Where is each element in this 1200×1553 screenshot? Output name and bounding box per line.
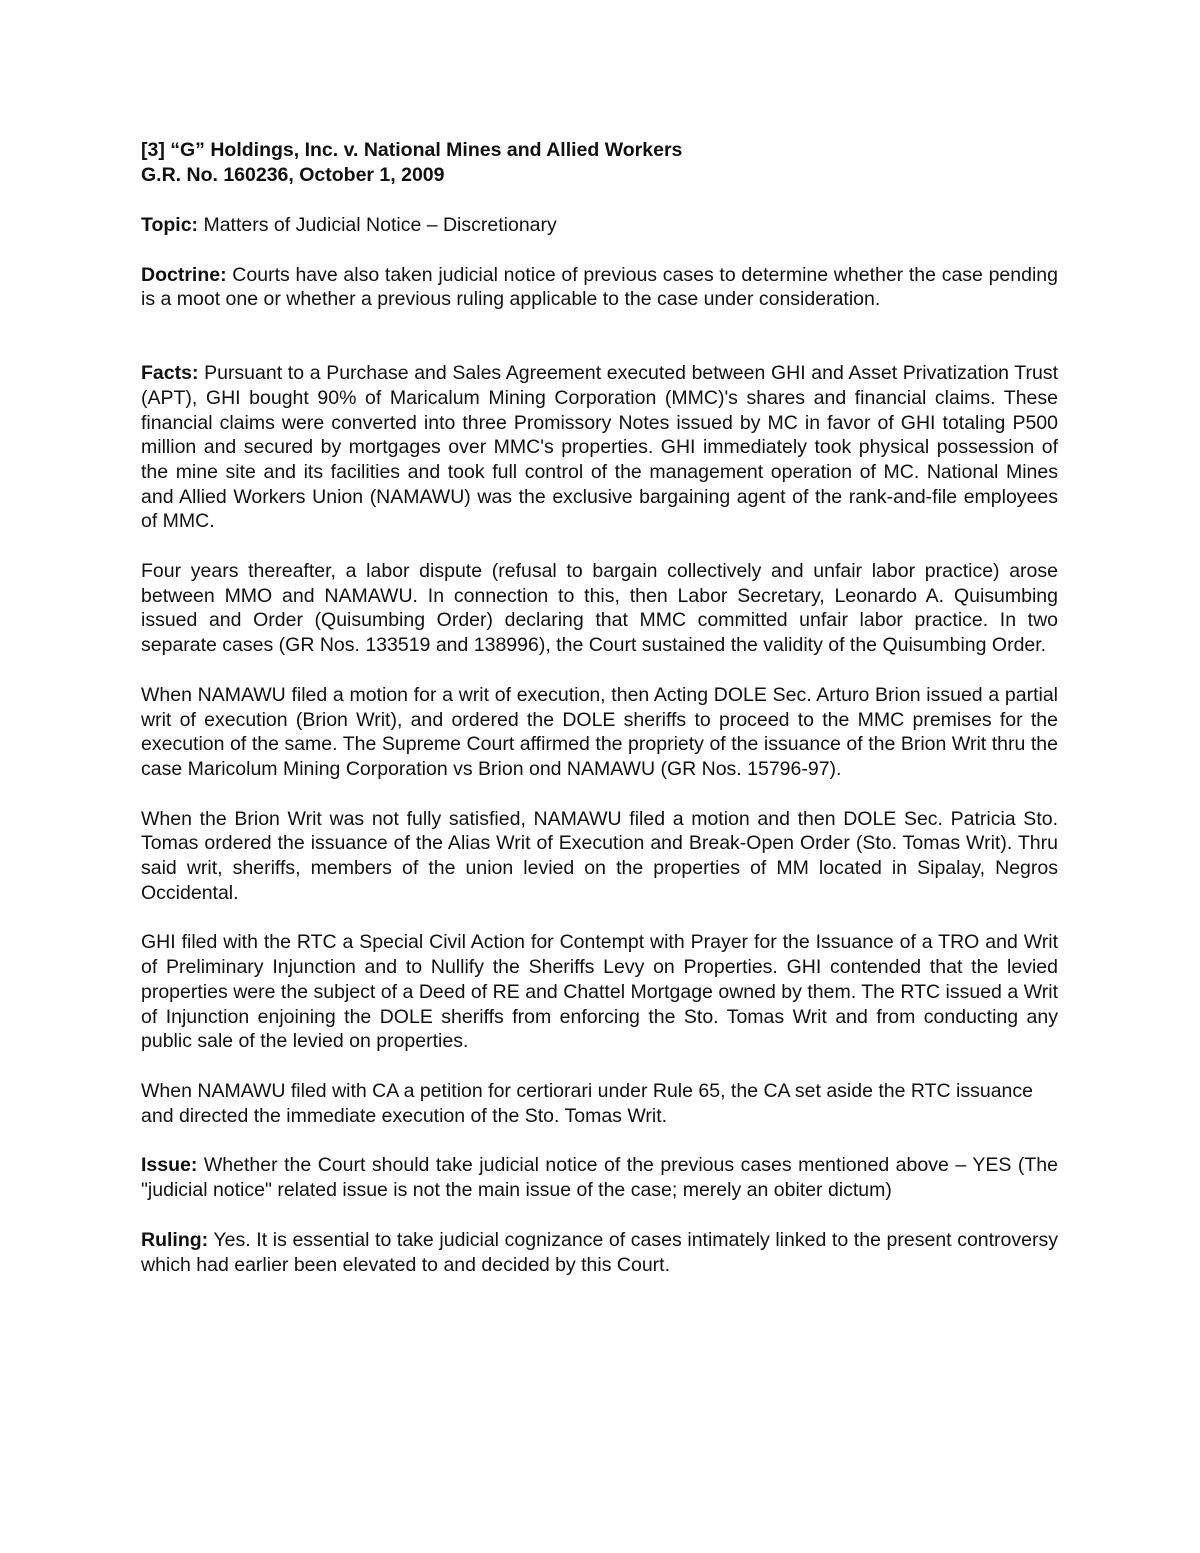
facts-paragraph-4: When the Brion Writ was not fully satisfied, NAMAWU filed a motion and then DOLE Sec. Patricia Sto. Tomas ordered the issuance of the Alias Writ of Execution and Break-Open Order (Sto. Tomas Writ). Thru said writ, sheriffs, members of the union levied on the properties of MM located in Sipalay, Negros Occidental. bbox=[141, 807, 1058, 904]
spacer bbox=[141, 238, 1058, 263]
spacer bbox=[141, 1054, 1058, 1079]
case-citation: G.R. No. 160236, October 1, 2009 bbox=[141, 164, 445, 186]
issue-section bbox=[141, 1153, 1058, 1202]
topic-label: Topic: bbox=[141, 214, 199, 236]
topic-text: Matters of Judicial Notice – Discretionary bbox=[198, 214, 557, 236]
spacer bbox=[141, 658, 1058, 683]
spacer bbox=[141, 188, 1058, 213]
facts-paragraph-5: GHI filed with the RTC a Special Civil Action for Contempt with Prayer for the Issuance of a TRO and Writ of Preliminary Injunction and to Nullify the Sheriffs Levy on Properties. GHI contended that the levied properties were the subject of a Deed of RE and Chattel Mortgage owned by them. The RTC issued a Writ of Injunction enjoining the DOLE sheriffs from enforcing the Sto. Tomas Writ and from conducting any public sale of the levied on properties. bbox=[141, 931, 1058, 1053]
issue-text: Whether the Court should take judicial notice of the previous cases mentioned above – YES (The "judicial notice" related issue is not the main issue of the case; merely an obiter dictum) bbox=[141, 1154, 1058, 1202]
spacer bbox=[141, 534, 1058, 559]
facts-paragraph-2: Four years thereafter, a labor dispute (refusal to bargain collectively and unfair labor practice) arose between MMO and NAMAWU. In connection to this, then Labor Secretary, Leonardo A. Quisumbing issued and Order (Quisumbing Order) declaring that MMC committed unfair labor practice. In two separate cases (GR Nos. 133519 and 138996), the Court sustained the validity of the Quisumbing Order. bbox=[141, 560, 1058, 657]
facts-paragraph-6: When NAMAWU filed with CA a petition for certiorari under Rule 65, the CA set aside the RTC issuance and directed the immediate execution of the Sto. Tomas Writ. bbox=[141, 1079, 1033, 1127]
spacer bbox=[141, 1128, 1058, 1153]
ruling-text: Yes. It is essential to take judicial cognizance of cases intimately linked to the present controversy which had earlier been elevated to and decided by this Court. bbox=[141, 1228, 1058, 1276]
facts-label: Facts: bbox=[141, 362, 199, 385]
spacer bbox=[141, 905, 1058, 930]
spacer bbox=[141, 312, 1058, 361]
topic-section bbox=[141, 213, 1058, 238]
facts-paragraph-1 bbox=[141, 361, 1058, 534]
spacer bbox=[141, 1203, 1058, 1228]
case-title: [3] “G” Holdings, Inc. v. National Mines and Allied Workers bbox=[141, 139, 683, 161]
ruling-section bbox=[141, 1228, 1058, 1277]
doctrine-section bbox=[141, 263, 1058, 312]
issue-label: Issue: bbox=[141, 1154, 198, 1177]
document-page bbox=[141, 138, 1058, 1277]
spacer bbox=[141, 782, 1058, 807]
facts-text-1: Pursuant to a Purchase and Sales Agreement executed between GHI and Asset Privatization Trust (APT), GHI bought 90% of Maricalum Mining Corporation (MMC)'s shares and financial claims. These financial claims were converted into three Promissory Notes issued by MC in favor of GHI totaling P500 million and secured by mortgages over MMC's properties. GHI immediately took physical possession of the mine site and its facilities and took full control of the management operation of MC. National Mines and Allied Workers Union (NAMAWU) was the exclusive bargaining agent of the rank-and-file employees of MMC. bbox=[141, 362, 1058, 533]
doctrine-label: Doctrine: bbox=[141, 263, 227, 286]
facts-paragraph-3: When NAMAWU filed a motion for a writ of execution, then Acting DOLE Sec. Arturo Brion issued a partial writ of execution (Brion Writ), and ordered the DOLE sheriffs to proceed to the MMC premises for the execution of the same. The Supreme Court affirmed the propriety of the issuance of the Brion Writ thru the case Maricolum Mining Corporation vs Brion ond NAMAWU (GR Nos. 15796-97). bbox=[141, 683, 1058, 780]
ruling-label: Ruling: bbox=[141, 1228, 209, 1251]
doctrine-text: Courts have also taken judicial notice of previous cases to determine whether the case pending is a moot one or whether a previous ruling applicable to the case under consideration. bbox=[141, 263, 1058, 311]
